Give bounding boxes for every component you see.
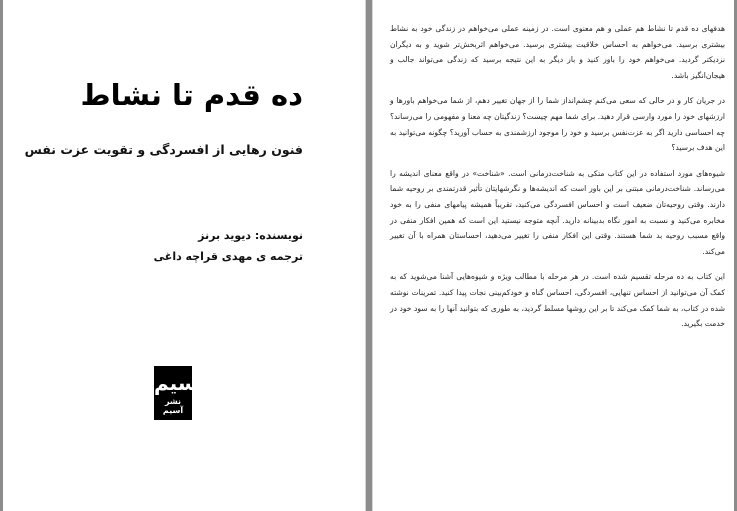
paragraph: شیوه‌های مورد استفاده در این کتاب متکی به شناخت‌درمانی است. «شناخت» در واقع معنای اندیشه را می‌رساند. شناخت‌درمانی مبتنی بر این باور است که اندیشه‌ها و نگرشهایتان تأثیر قدرتمندی بر روحیه شما دارند. وقتی روحیه‌تان ضعیف است و احساس افسردگی می‌کنید، تقریباً همیشه پیامهای منفی را به خود مخابره می‌کنید و نسبت به امور نگاه بدبینانه دارید. آنچه متوجه نیستید این است که همین افکار منفی در واقع مسبب روحیه بد شما هستند. وقتی این افکار منفی را تغییر می‌دهید، احساستان همراه با آن تغییر می‌کند. [390,168,725,256]
text-page [372,0,734,511]
body-text [390,21,725,342]
publisher-name: نشر آسیم [162,397,184,415]
paragraph: این کتاب به ده مرحله تقسیم شده است. در هر مرحله با مطالب ویژه و شیوه‌هایی آشنا می‌شوید که به کمک آن می‌توانید از احساس تنهایی، افسردگی، احساس گناه و خودکم‌بینی نجات پیدا کنید. تمرینات نوشته شده در کتاب، به شما کمک می‌کند تا بر این روشها مسلط گردید، به طوری که بتوانید آنها را به سود خود در خدمت بگیرید. [390,272,725,329]
cover-page [3,0,366,511]
translator-line: ترجمه ی مهدی قراچه داغی [153,250,303,263]
book-subtitle: فنون رهایی از افسردگی و تقویت عزت نفس [24,142,303,157]
paragraph: در جریان کار و در حالی که سعی می‌کنم چشم‌انداز شما را از جهان تغییر دهم، از شما می‌خواهم باورها و ارزشهای خود را مورد وارسی قرار دهید. برای شما مهم چیست؟ زندگیتان چه معنا و مفهومی را می‌رساند؟ چه احساسی دارید اگر به عزت‌نفس برسید و خود را موجود ارزشمندی به حساب آورید؟ چگونه می‌توانید به این هدف برسید؟ [390,96,725,153]
paragraph: هدفهای ده قدم تا نشاط هم عملی و هم معنوی است. در زمینه عملی می‌خواهم در زندگی خود به نشاط بیشتری برسید. می‌خواهم به احساس خلاقیت بیشتری برسید. می‌خواهم اثربخش‌تر شوید و به دیگران نزدیکتر گردید. می‌خواهم خود را باور کنید و بار دیگر به این نتیجه برسید که زندگی می‌تواند جالب و هیجان‌انگیز باشد. [390,24,725,80]
publisher-logo-mark: آسیم [154,371,205,395]
book-title: ده قدم تا نشاط [80,78,303,112]
publisher-logo [154,366,205,420]
author-line: نویسنده: دیوید برنز [198,229,303,242]
